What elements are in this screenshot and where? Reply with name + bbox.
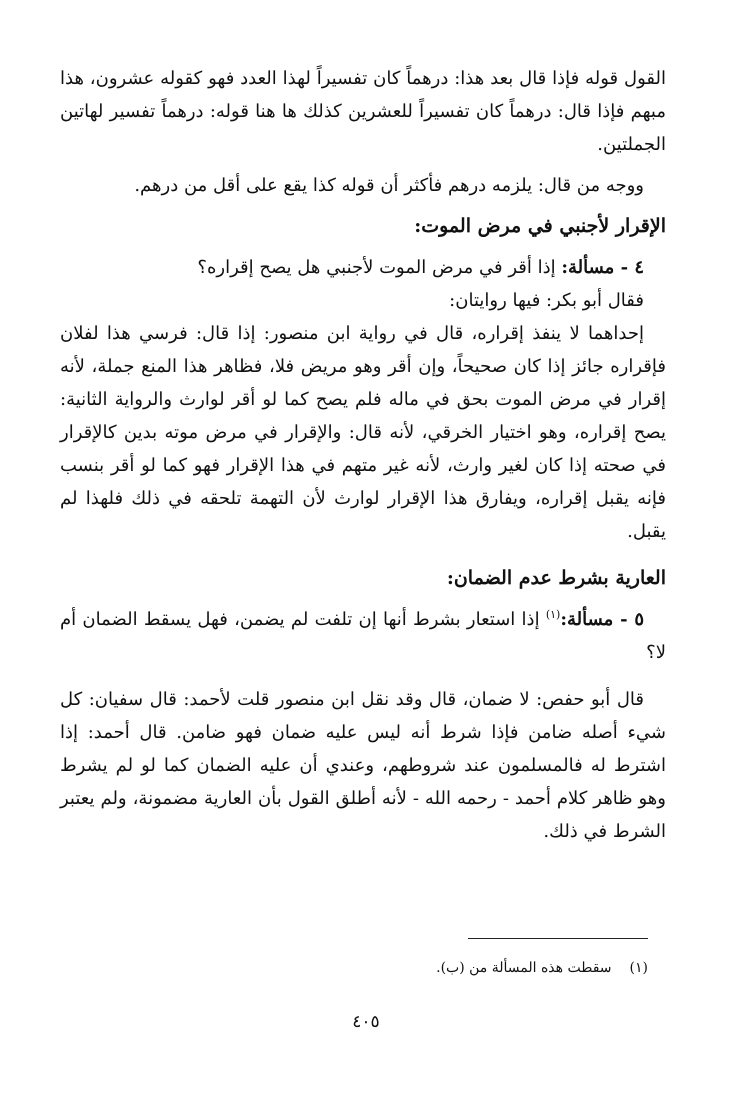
paragraph-1: القول قوله فإذا قال بعد هذا: درهماً كان تفسيراً لهذا العدد فهو كقوله عشرون، هذا مبهم فإذا قال: درهماً كان تفسيراً للعشرين كذلك ها هنا قوله: درهماً تفسير لهاتين الجملتين. bbox=[60, 68, 666, 155]
issue-5 bbox=[60, 603, 666, 669]
issue-5-text: إذا استعار بشرط أنها إن تلفت لم يضمن، فهل يسقط الضمان أم لا؟ bbox=[60, 609, 666, 663]
section-heading-acknowledgment: الإقرار لأجنبي في مرض الموت: bbox=[414, 215, 666, 237]
issue-4-text: إذا أقر في مرض الموت لأجنبي هل يصح إقراره؟ bbox=[197, 257, 562, 278]
section-heading-loan: العارية بشرط عدم الضمان: bbox=[446, 567, 666, 589]
footnote-reference: (١) bbox=[545, 608, 561, 621]
issue-4 bbox=[60, 251, 666, 284]
paragraph-5: قال أبو حفص: لا ضمان، قال وقد نقل ابن منصور قلت لأحمد: قال سفيان: كل شيء أصله ضامن فإذا شرط أنه ليس عليه ضمان فهو ضامن. قال أحمد: إذا اشترط له فالمسلمون عند شروطهم، وعندي أن عليه الضمان كما لو لم يشرط وهو ظاهر كلام أحمد - رحمه الله - لأنه أطلق القول بأن العارية مضمونة، ولم يعتبر الشرط في ذلك. bbox=[60, 689, 666, 842]
issue-5-label: ٥ - مسألة: bbox=[560, 609, 645, 630]
footnote-text: سقطت هذه المسألة من (ب). bbox=[436, 960, 612, 976]
paragraph-3: فقال أبو بكر: فيها روايتان: bbox=[449, 290, 644, 311]
footnote-number: (١) bbox=[629, 960, 648, 976]
paragraph-4: إحداهما لا ينفذ إقراره، قال في رواية ابن منصور: إذا قال: فرسي هذا لفلان فإقراره جائز إذا كان صحيحاً، وإن أقر وهو مريض فلا، فظاهر هذا المنع جملة، لأنه إقرار في مرض الموت بحق في ماله فلم يصح كما لو أقر لوارث والرواية الثانية: يصح إقراره، وهو اختيار الخرقي، لأنه قال: والإقرار في مرض موته بدين كالإقرار في صحته إذا كان لغير وارث، لأنه غير متهم في هذا الإقرار فهو كما لو أقر بنسب فإنه يقبل إقراره، ويفارق هذا الإقرار لوارث لأن التهمة تلحقه في ذلك فلهذا لم يقبل. bbox=[60, 323, 666, 542]
footnote-divider bbox=[468, 938, 648, 939]
page-number: ٤٠٥ bbox=[352, 1012, 380, 1032]
footnote bbox=[60, 956, 648, 980]
paragraph-2: ووجه من قال: يلزمه درهم فأكثر أن قوله كذا يقع على أقل من درهم. bbox=[134, 175, 644, 196]
issue-4-label: ٤ - مسألة: bbox=[561, 257, 644, 278]
